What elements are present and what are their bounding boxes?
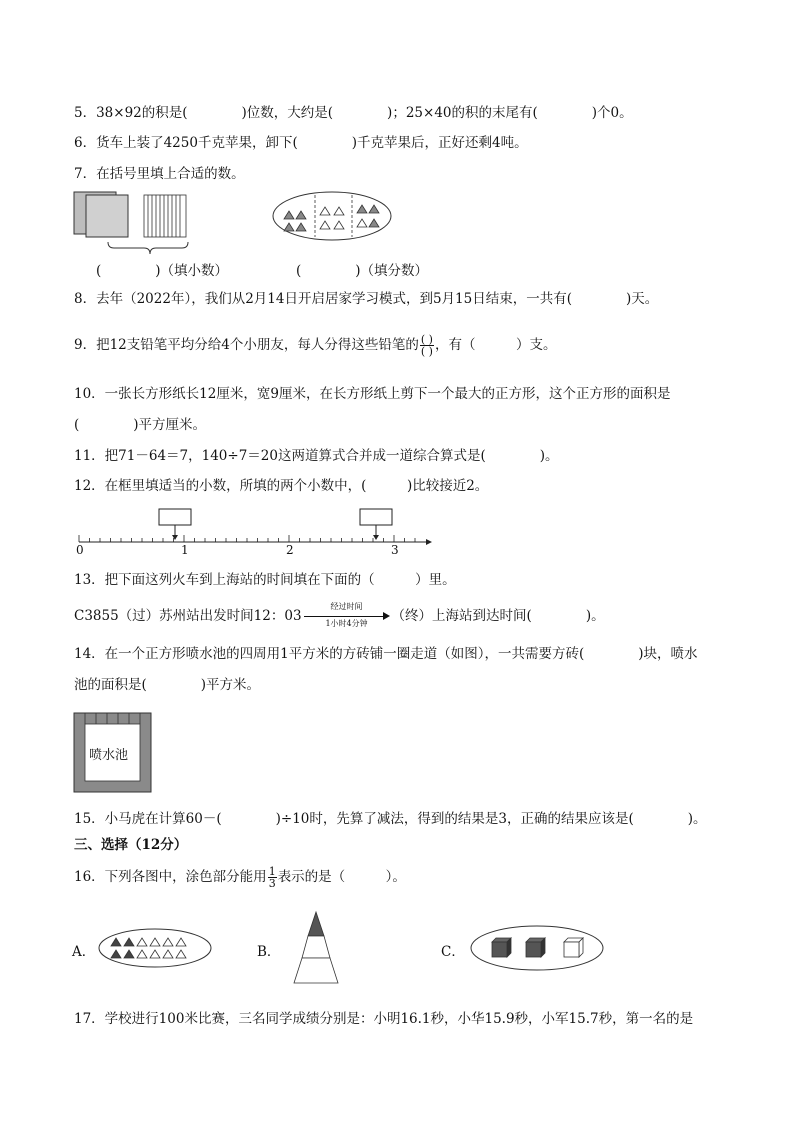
q16-fraction: $\frac{1}{3}$ <box>268 865 276 890</box>
number-line <box>74 505 434 560</box>
question-12: 12．在框里填适当的小数，所填的两个小数中，( )比较接近2。 <box>74 478 489 494</box>
question-16 <box>74 866 406 889</box>
question-7: 7．在括号里填上合适的数。 <box>74 166 245 182</box>
question-10-line2: ( )平方厘米。 <box>74 417 207 433</box>
tick-label-2: 2 <box>286 543 294 557</box>
option-b-figure[interactable] <box>292 912 340 984</box>
q13-train-pre: C3855（过）苏州站出发时间12：03 <box>74 608 302 624</box>
tick-label-3: 3 <box>391 543 399 557</box>
option-a-label[interactable]: A． <box>72 944 96 960</box>
decimal-squares-figure <box>74 190 194 256</box>
question-5: 5．38×92的积是( )位数，大约是( )；25×40的积的末尾有( )个0。 <box>74 105 633 121</box>
question-13: 13．把下面这列火车到上海站的时间填在下面的（ ）里。 <box>74 572 456 588</box>
answer-box-1[interactable] <box>159 509 191 525</box>
question-11: 11．把71－64＝7，140÷7＝20这两道算式合并成一道综合算式是( )。 <box>74 448 559 464</box>
section-3-heading: 三、选择（12分） <box>74 837 188 853</box>
tick-label-1: 1 <box>181 543 189 557</box>
q13-train-line <box>74 601 605 628</box>
q16-text-pre: 16．下列各图中，涂色部分能用 <box>74 869 267 885</box>
q16-text-post: 表示的是（ ）。 <box>277 869 406 885</box>
tick-label-0: 0 <box>76 543 84 557</box>
option-a-figure[interactable] <box>98 928 214 968</box>
pool-label: 喷水池 <box>89 748 129 763</box>
q7-answer-decimal[interactable]: ( )（填小数） <box>96 263 229 279</box>
question-6: 6．货车上装了4250千克苹果，卸下( )千克苹果后，正好还剩4吨。 <box>74 135 528 151</box>
option-c-figure[interactable] <box>470 925 606 971</box>
q7-answer-fraction[interactable]: ( )（填分数） <box>296 263 429 279</box>
q9-text-post: ，有（ ）支。 <box>434 337 557 353</box>
question-14-line2: 池的面积是( )平方米。 <box>74 677 261 693</box>
question-9 <box>74 334 556 357</box>
q9-fraction-blank[interactable]: $\frac{( )}{( )}$ <box>420 333 433 358</box>
question-14-line1: 14．在一个正方形喷水池的四周用1平方米的方砖铺一圈走道（如图），一共需要方砖( )块，喷水 <box>74 646 698 662</box>
q13-arrow-top: 经过时间 <box>330 601 363 611</box>
q13-arrow <box>304 601 390 628</box>
option-b-label[interactable]: B． <box>257 944 281 960</box>
q13-train-post: （终）上海站到达时间( )。 <box>391 608 605 624</box>
answer-box-2[interactable] <box>360 509 392 525</box>
q13-arrow-bottom: 1小时4分钟 <box>325 618 368 628</box>
q13-arrow-line <box>304 616 384 617</box>
question-17: 17．学校进行100米比赛，三名同学成绩分别是：小明16.1秒，小华15.9秒，小军15.7秒，第一名的是 <box>74 1011 694 1027</box>
triangles-ellipse-figure <box>272 191 392 241</box>
option-c-label[interactable]: C． <box>441 944 465 960</box>
question-15: 15．小马虎在计算60－( )÷10时，先算了减法，得到的结果是3，正确的结果应该是( )。 <box>74 811 707 827</box>
q9-text-pre: 9．把12支铅笔平均分给4个小朋友，每人分得这些铅笔的 <box>74 337 419 353</box>
question-8: 8．去年（2022年），我们从2月14日开启居家学习模式，到5月15日结束，一共有( )天。 <box>74 291 659 307</box>
question-10-line1: 10．一张长方形纸长12厘米，宽9厘米，在长方形纸上剪下一个最大的正方形，这个正方形的面积是 <box>74 386 671 402</box>
